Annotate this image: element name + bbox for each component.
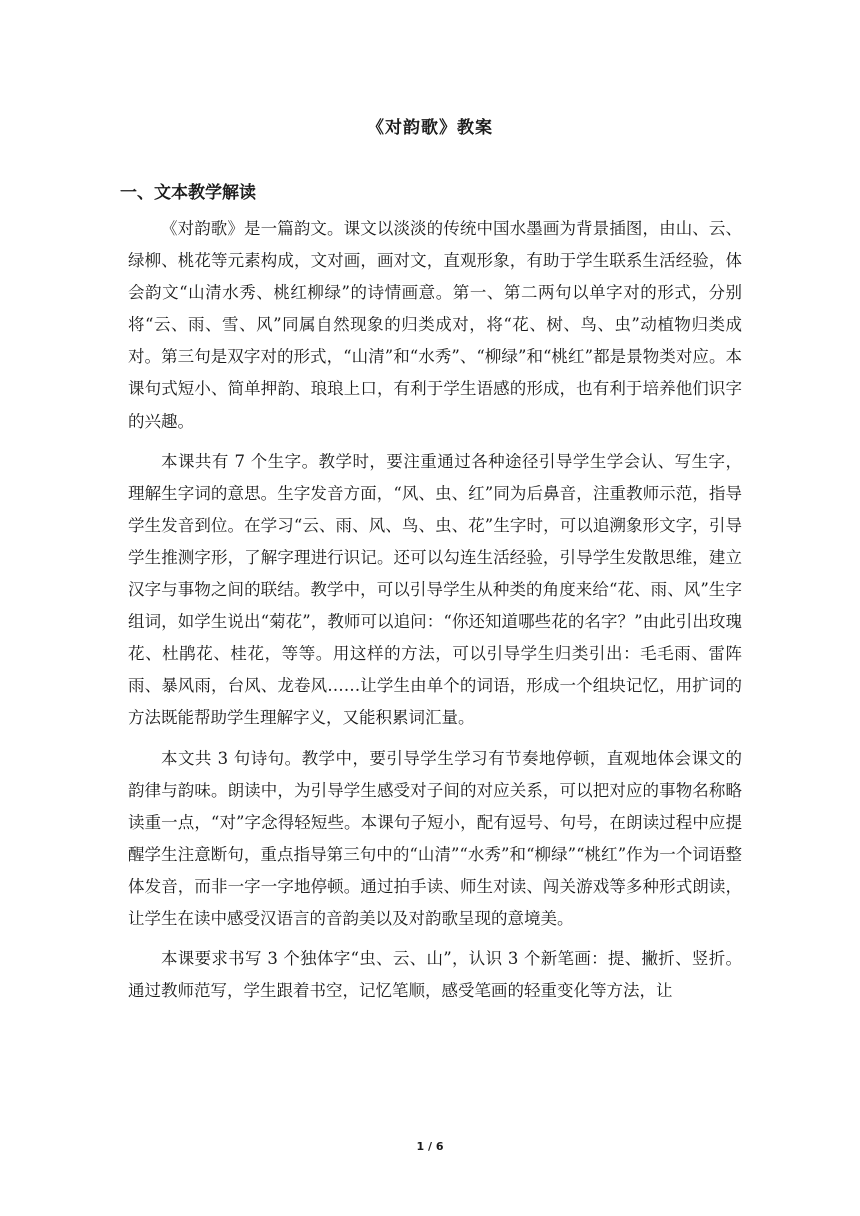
paragraph: 本课要求书写 3 个独体字“虫、云、山”，认识 3 个新笔画：提、撇折、竖折。通过教师范写，学生跟着书空，记忆笔顺，感受笔画的轻重变化等方法，让 bbox=[128, 949, 742, 1001]
document-body bbox=[128, 213, 742, 1007]
paragraph: 《对韵歌》是一篇韵文。课文以淡淡的传统中国水墨画为背景插图，由山、云、绿柳、桃花等元素构成，文对画，画对文，直观形象，有助于学生联系生活经验，体会韵文“山清水秀、桃红柳绿”的诗情画意。第一、第二两句以单字对的形式，分别将“云、雨、雪、风”同属自然现象的归类成对，将“花、树、鸟、虫”动植物归类成对。第三句是双字对的形式，“山清”和“水秀”、“柳绿”和“桃红”都是景物类对应。本课句式短小、简单押韵、琅琅上口，有利于学生语感的形成，也有利于培养他们识字的兴趣。 bbox=[128, 219, 742, 431]
section-heading: 一、文本教学解读 bbox=[120, 183, 256, 203]
page-number: 1 / 6 bbox=[416, 1140, 444, 1153]
paragraph: 本课共有 7 个生字。教学时，要注重通过各种途径引导学生学会认、写生字，理解生字词的意思。生字发音方面，“风、虫、红”同为后鼻音，注重教师示范，指导学生发音到位。在学习“云、雨、风、鸟、虫、花”生字时，可以追溯象形文字，引导学生推测字形，了解字理进行识记。还可以勾连生活经验，引导学生发散思维，建立汉字与事物之间的联结。教学中，可以引导学生从种类的角度来给“花、雨、风”生字组词，如学生说出“菊花”，教师可以追问：“你还知道哪些花的名字？”由此引出玫瑰花、杜鹃花、桂花，等等。用这样的方法，可以引导学生归类引出：毛毛雨、雷阵雨、暴风雨，台风、龙卷风……让学生由单个的词语，形成一个组块记忆，用扩词的方法既能帮助学生理解字义，又能积累词汇量。 bbox=[128, 451, 742, 728]
document-title: 《对韵歌》教案 bbox=[367, 118, 493, 138]
paragraph: 本文共 3 句诗句。教学中，要引导学生学习有节奏地停顿，直观地体会课文的韵律与韵味。朗读中，为引导学生感受对子间的对应关系，可以把对应的事物名称略读重一点，“对”字念得轻短些。本课句子短小，配有逗号、句号，在朗读过程中应提醒学生注意断句，重点指导第三句中的“山清”“水秀”和“柳绿”“桃红”作为一个词语整体发音，而非一字一字地停顿。通过拍手读、师生对读、闯关游戏等多种形式朗读，让学生在读中感受汉语言的音韵美以及对韵歌呈现的意境美。 bbox=[128, 748, 742, 928]
